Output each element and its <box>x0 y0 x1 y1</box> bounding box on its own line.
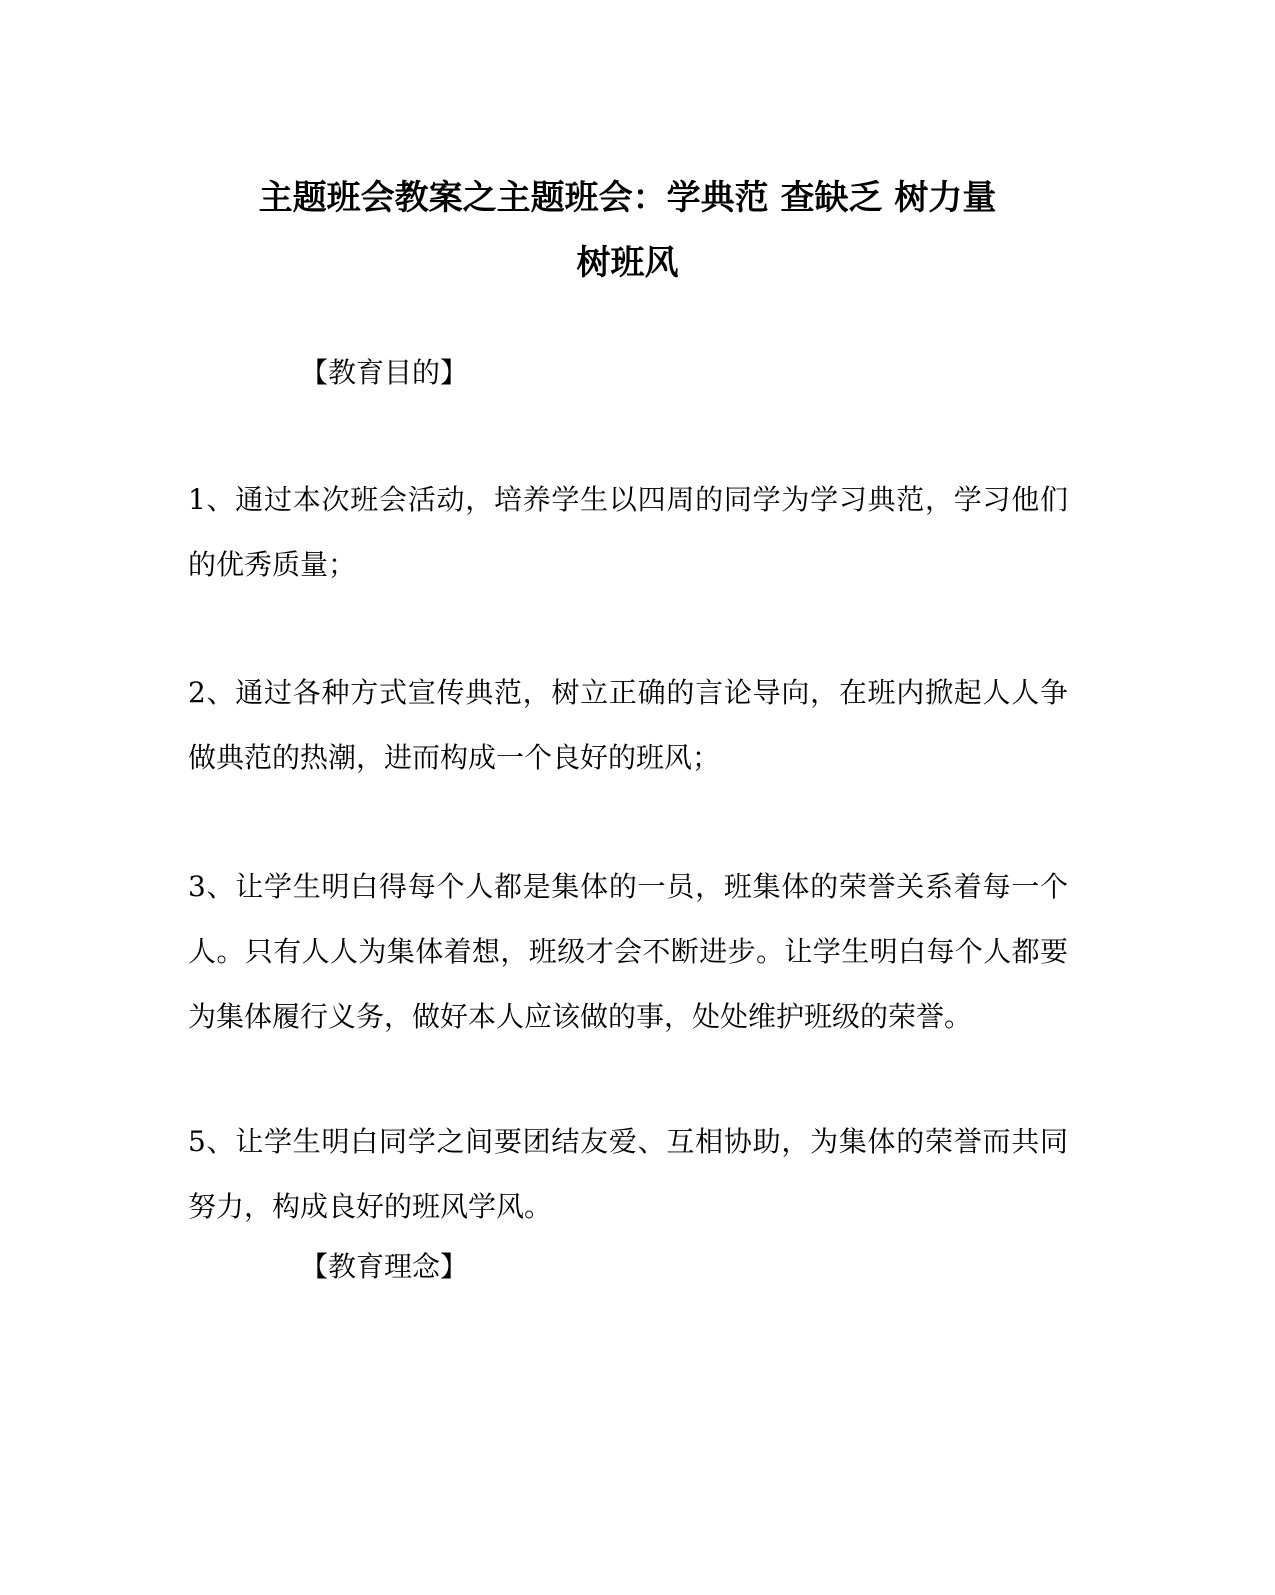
goal-item-3: 3、让学生明白得每个人都是集体的一员，班集体的荣誉关系着每一个人。只有人人为集体着想，班级才会不断进步。让学生明白每个人都要为集体履行义务，做好本人应该做的事，处处维护班级的荣誉。 <box>188 870 1068 1033</box>
goal-item-1: 1、通过本次班会活动，培养学生以四周的同学为学习典范，学习他们的优秀质量； <box>188 483 1068 581</box>
document-title-line-2: 树班风 <box>576 243 679 283</box>
goal-item-2: 2、通过各种方式宣传典范，树立正确的言论导向，在班内掀起人人争做典范的热潮，进而构成一个良好的班风； <box>188 676 1068 774</box>
goal-item-5: 5、让学生明白同学之间要团结友爱、互相协助，为集体的荣誉而共同努力，构成良好的班风学风。 <box>188 1125 1068 1223</box>
section-heading-education-philosophy: 【教育理念】 <box>300 1250 469 1283</box>
document-title-line-1: 主题班会教案之主题班会：学典范 查缺乏 树力量 <box>258 178 997 218</box>
section-heading-education-goals: 【教育目的】 <box>300 356 469 389</box>
